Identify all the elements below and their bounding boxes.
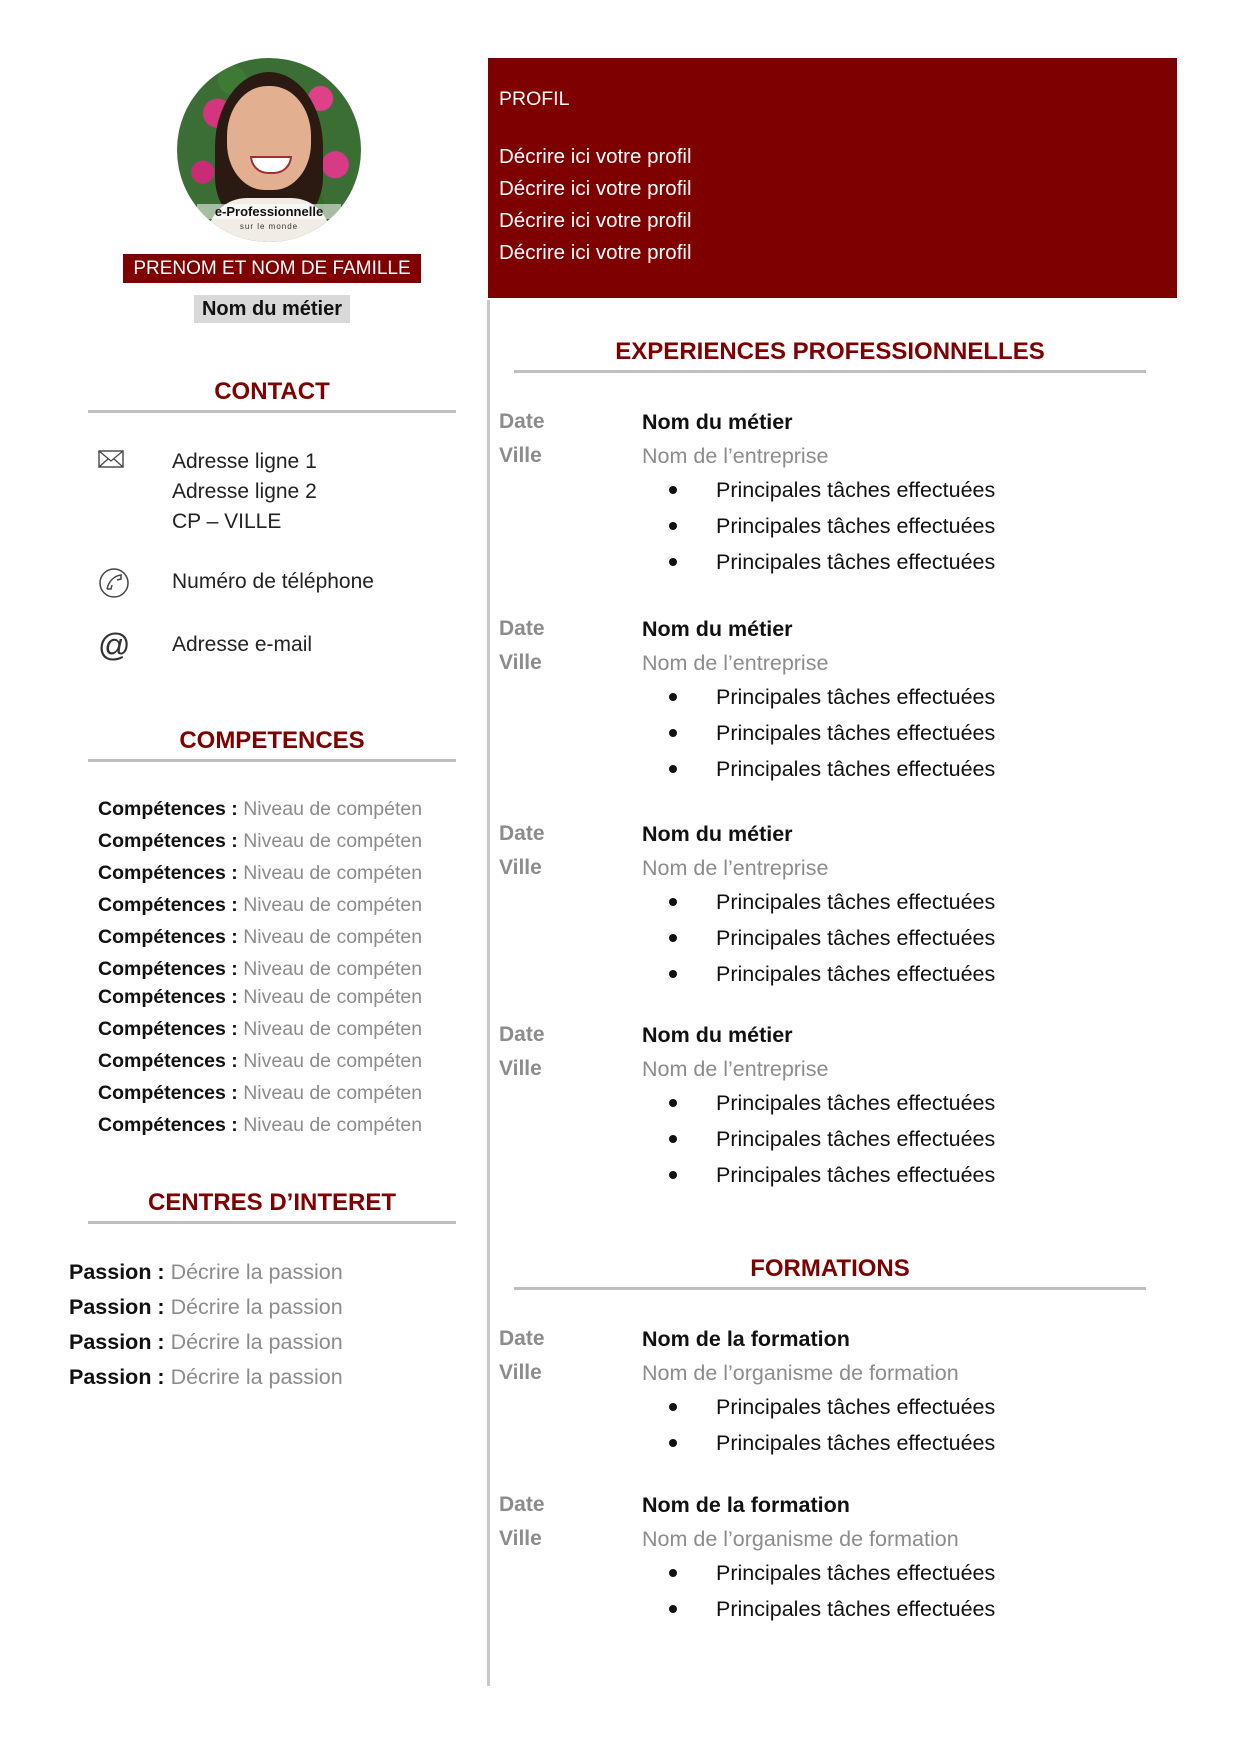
skill-row: Compétences : Niveau de compéten [98,986,423,1008]
task-item: Principales tâches effectuées [642,956,995,992]
at-icon: @ [98,627,131,663]
interests-list [69,1255,343,1395]
task-item: Principales tâches effectuées [642,679,995,715]
profile-line: Décrire ici votre profil [499,241,692,264]
address-line-2: Adresse ligne 2 [172,480,317,503]
skill-row: Compétences : Niveau de compéten [98,926,423,948]
entry-date: Date [499,617,545,640]
entry-role: Nom de la formation [642,1327,850,1351]
entry-org: Nom de l’entreprise [642,444,829,468]
task-item: Principales tâches effectuées [642,508,995,544]
task-item: Principales tâches effectuées [642,751,995,787]
task-item: Principales tâches effectuées [642,1389,995,1425]
skill-row: Compétences : Niveau de compéten [98,894,423,916]
skills-list [98,793,422,1141]
entry-date: Date [499,1493,545,1516]
experiences-title: EXPERIENCES PROFESSIONNELLES [514,338,1146,373]
phone-number: Numéro de téléphone [172,570,374,593]
address-line-1: Adresse ligne 1 [172,450,317,473]
task-item: Principales tâches effectuées [642,1591,995,1627]
profile-line: Décrire ici votre profil [499,209,692,232]
profile-box [488,58,1177,298]
phone-icon [98,567,172,607]
entry-org: Nom de l’entreprise [642,1057,829,1081]
skill-row: Compétences : Niveau de compéten [98,1050,423,1072]
entry-tasks [642,1085,995,1193]
contact-email [98,627,313,663]
contact-phone [98,567,374,607]
skill-row: Compétences : Niveau de compéten [98,1018,423,1040]
entry-org: Nom de l’entreprise [642,856,829,880]
task-item: Principales tâches effectuées [642,884,995,920]
interest-row: Passion : Décrire la passion [69,1260,343,1284]
address-city: CP – VILLE [172,510,282,533]
skill-row: Compétences : Niveau de compéten [98,798,423,820]
formations-title: FORMATIONS [514,1255,1146,1290]
entry-date: Date [499,1327,545,1350]
entry-role: Nom du métier [642,617,793,641]
full-name: PRENOM ET NOM DE FAMILLE [123,254,421,283]
task-item: Principales tâches effectuées [642,472,995,508]
entry-org: Nom de l’organisme de formation [642,1527,959,1551]
profile-line: Décrire ici votre profil [499,177,692,200]
entry-city: Ville [499,651,542,674]
photo-watermark: e-Professionnelle [197,204,341,219]
entry-tasks [642,472,995,580]
entry-city: Ville [499,1361,542,1384]
right-column [488,0,1241,1755]
task-item: Principales tâches effectuées [642,1085,995,1121]
interest-row: Passion : Décrire la passion [69,1330,343,1354]
skill-row: Compétences : Niveau de compéten [98,1114,423,1136]
entry-org: Nom de l’entreprise [642,651,829,675]
entry-date: Date [499,1023,545,1046]
job-title: Nom du métier [194,295,350,323]
skill-row: Compétences : Niveau de compéten [98,958,423,980]
interests-title: CENTRES D’INTERET [88,1189,456,1224]
email-address: Adresse e-mail [172,633,313,656]
task-item: Principales tâches effectuées [642,920,995,956]
interest-row: Passion : Décrire la passion [69,1295,343,1319]
contact-address [98,447,317,537]
entry-tasks [642,679,995,787]
entry-role: Nom de la formation [642,1493,850,1517]
entry-org: Nom de l’organisme de formation [642,1361,959,1385]
task-item: Principales tâches effectuées [642,1157,995,1193]
skills-title: COMPETENCES [88,727,456,762]
photo-watermark-sub: sur le monde [239,222,299,231]
entry-city: Ville [499,856,542,879]
profile-line: Décrire ici votre profil [499,145,692,168]
entry-date: Date [499,822,545,845]
entry-city: Ville [499,444,542,467]
task-item: Principales tâches effectuées [642,1555,995,1591]
entry-role: Nom du métier [642,822,793,846]
entry-tasks [642,1389,995,1461]
entry-date: Date [499,410,545,433]
task-item: Principales tâches effectuées [642,715,995,751]
interest-row: Passion : Décrire la passion [69,1365,343,1389]
envelope-icon [98,447,172,537]
skill-row: Compétences : Niveau de compéten [98,862,423,884]
task-item: Principales tâches effectuées [642,1121,995,1157]
task-item: Principales tâches effectuées [642,544,995,580]
profile-photo [177,58,361,242]
entry-role: Nom du métier [642,1023,793,1047]
entry-role: Nom du métier [642,410,793,434]
entry-city: Ville [499,1527,542,1550]
contact-title: CONTACT [88,378,456,413]
task-item: Principales tâches effectuées [642,1425,995,1461]
profile-lines [499,141,692,269]
entry-tasks [642,1555,995,1627]
skill-row: Compétences : Niveau de compéten [98,1082,423,1104]
entry-tasks [642,884,995,992]
profile-title: PROFIL [499,88,570,110]
entry-city: Ville [499,1057,542,1080]
left-column [0,0,488,1755]
skill-row: Compétences : Niveau de compéten [98,830,423,852]
